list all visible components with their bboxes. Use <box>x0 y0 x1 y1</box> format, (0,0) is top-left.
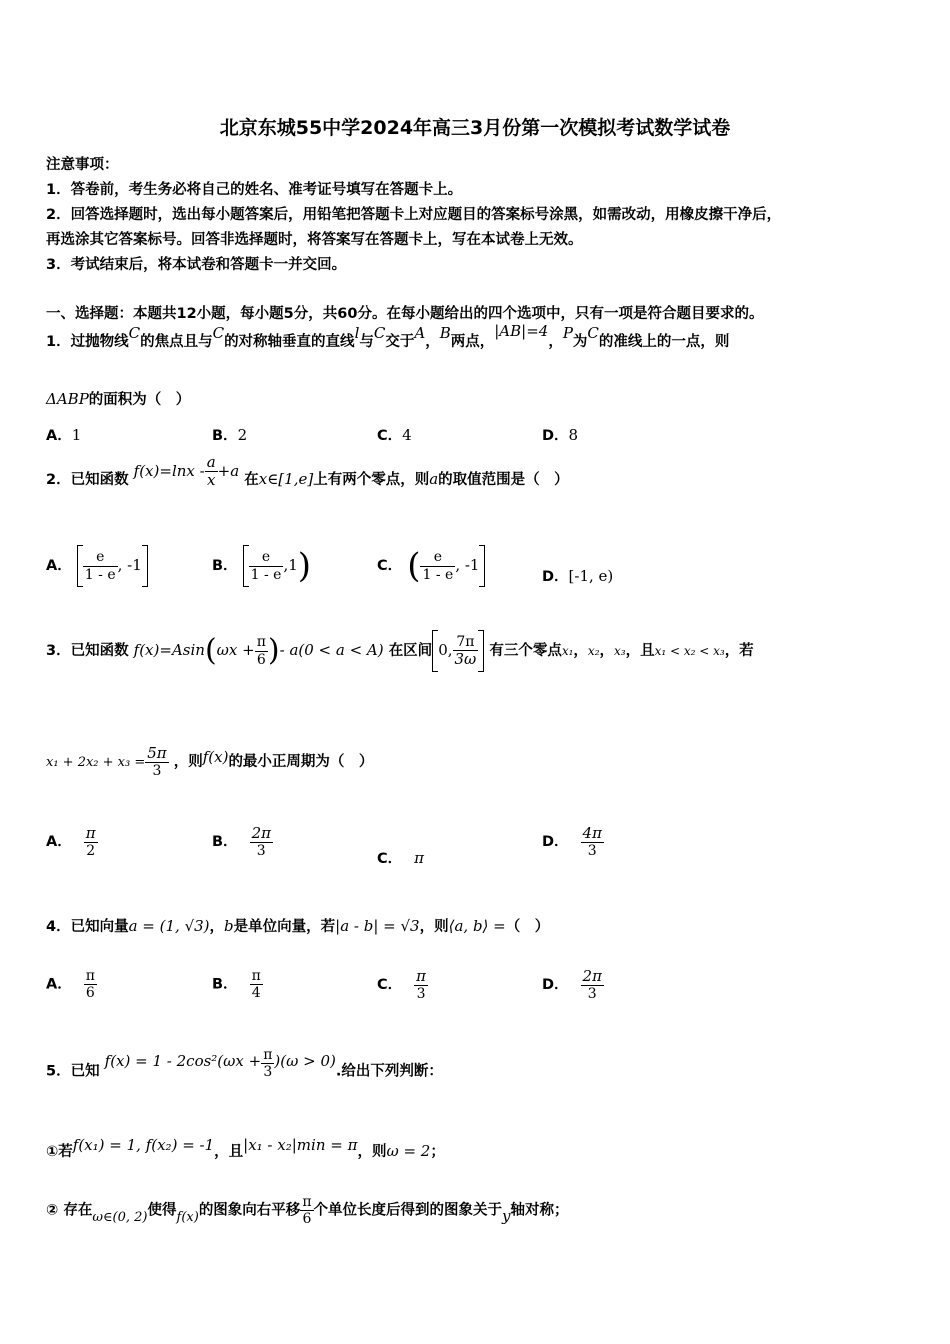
q1-option-b[interactable]: B．2 <box>212 426 248 444</box>
q4-option-a[interactable]: A． $\frac{\pi}{6}$ <box>46 968 95 1002</box>
q1-option-d[interactable]: D．8 <box>542 426 579 444</box>
section-heading: 一、选择题：本题共12小题，每小题5分，共60分。在每小题给出的四个选项中，只有一项是符合题目要求的。 <box>46 306 764 322</box>
math-f3: f(x)=Asin <box>133 641 205 659</box>
judgment-2: ② 存在ω∈(0, 2)使得f(x)的图象向右平移 $\frac{\pi}{6}$ 个单位长度后得到的图象关于y轴对称； <box>46 1194 569 1228</box>
notice-heading: 注意事项： <box>46 157 119 173</box>
notice-item: 2．回答选择题时，选出每小题答案后，用铅笔把答题卡上对应题目的答案标号涂黑，如需改动，用橡皮擦干净后， <box>46 207 782 223</box>
page-title: 北京东城55中学2024年高三3月份第一次模拟考试数学试卷 <box>219 117 731 139</box>
math-abs: |a - b| = √3 <box>335 917 420 935</box>
question-1-line2: ΔABP的面积为（ ） <box>46 390 191 408</box>
math-f2: f(x)=lnx - <box>133 461 205 480</box>
math-C: C <box>128 324 141 342</box>
notice-item: 再选涂其它答案标号。回答非选择题时，将答案写在答题卡上，写在本试卷上无效。 <box>46 232 583 248</box>
judgment-1: ①若f(x₁) = 1, f(x₂) = -1，且|x₁ - x₂|min = π，则ω = 2； <box>46 1136 445 1160</box>
q3-option-a[interactable]: A． $\frac{\pi}{2}$ <box>46 824 96 860</box>
question-4: 4．已知向量a = (1, √3)，b是单位向量，若|a - b| = √3，则⟨a, b⟩ =（ ） <box>46 917 550 935</box>
q2-option-c[interactable]: C． ( $\frac{e}{1 - e}$ , -1 <box>377 545 485 587</box>
question-2: 2．已知函数 f(x)=lnx - $\frac{a}{x}$ +a 在x∈[1,e]上有两个零点，则a的取值范围是（ ） <box>46 453 569 490</box>
q3-option-d[interactable]: D． $\frac{4\pi}{3}$ <box>542 824 602 860</box>
q2-option-d[interactable]: D．[-1, e) <box>542 567 614 585</box>
math-vector-a: a = (1, √3) <box>128 917 210 935</box>
question-3: 3．已知函数 f(x)=Asin(ωx + $\frac{\pi}{6}$ )- a(0 < a < A) 在区间 0, $\frac{7\pi}{3\omega}$ 有三个零点x₁，x₂，x₃，且x₁ < x₂ < x₃，若 <box>46 630 754 672</box>
q2-option-a[interactable]: A． $\frac{e}{1 - e}$ , -1 <box>46 545 148 587</box>
math-domain: x∈[1,e] <box>258 469 314 488</box>
q3-option-b[interactable]: B． $\frac{2\pi}{3}$ <box>212 824 271 860</box>
q3-option-c[interactable]: C． π <box>377 849 425 867</box>
q4-option-d[interactable]: D． $\frac{2\pi}{3}$ <box>542 967 602 1003</box>
math-f5: f(x) = 1 - 2cos²(ωx + <box>104 1051 262 1070</box>
question-5: 5．已知 f(x) = 1 - 2cos²(ωx + $\frac{\pi}{3}$ )(ω > 0).给出下列判断： <box>46 1047 443 1081</box>
q4-option-b[interactable]: B． $\frac{\pi}{4}$ <box>212 968 261 1002</box>
q1-option-a[interactable]: A．1 <box>46 426 82 444</box>
notice-item: 1．答卷前，考生务必将自己的姓名、准考证号填写在答题卡上。 <box>46 182 463 198</box>
question-3-line2: x₁ + 2x₂ + x₃ = $\frac{5\pi}{3}$ ，则f(x)的最小正周期为（ ） <box>46 744 374 780</box>
q1-option-c[interactable]: C．4 <box>377 426 412 444</box>
q4-option-c[interactable]: C． $\frac{\pi}{3}$ <box>377 967 427 1003</box>
math-angle: ⟨a, b⟩ = <box>448 917 506 935</box>
math-ab-length: |AB|=4 <box>494 322 549 340</box>
question-1: 1．过抛物线C的焦点且与C的对称轴垂直的直线l与C交于A，B两点，|AB|=4，P为C的准线上的一点，则 <box>46 322 730 350</box>
q2-option-b[interactable]: B． $\frac{e}{1 - e}$ ,1) <box>212 546 312 586</box>
math-triangle: ΔABP <box>46 390 89 408</box>
notice-item: 3．考试结束后，将本试卷和答题卡一并交回。 <box>46 257 347 273</box>
